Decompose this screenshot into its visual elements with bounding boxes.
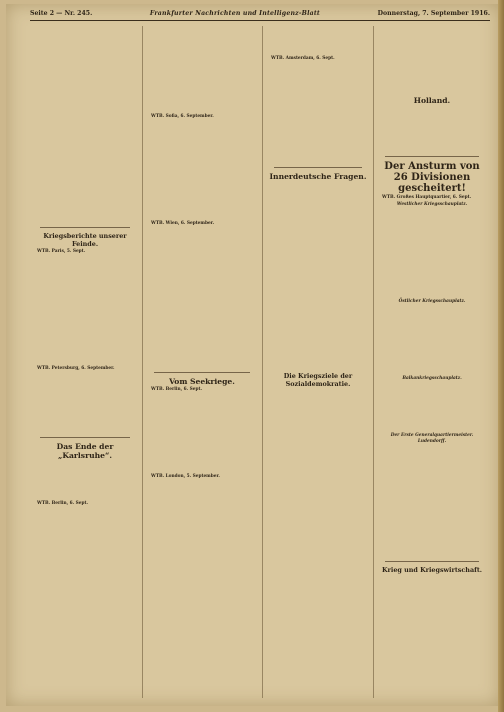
dateline: WTB. Großes Hauptquartier, 6. Sept. [382, 195, 472, 200]
column-2 [146, 26, 258, 700]
separator [40, 437, 130, 438]
article-body-illegible [377, 306, 487, 376]
article-body-illegible [266, 182, 370, 372]
article-body-illegible [146, 121, 258, 221]
section-subheading: Östlicher Kriegsschauplatz. [398, 299, 466, 305]
separator [274, 167, 362, 168]
section-subheading: Balkankriegsschauplatz. [402, 376, 462, 382]
section-subheading: Westlicher Kriegsschauplatz. [396, 202, 468, 208]
article-body-illegible [377, 575, 487, 665]
column-rule [262, 26, 263, 698]
article-body-illegible [377, 209, 487, 299]
main-headline: Der Ansturm von 26 Divisionen gescheitert! [384, 161, 480, 194]
header-date: Donnerstag, 7. September 1916. [377, 9, 490, 17]
article-body-illegible [377, 383, 487, 433]
article-body-illegible [32, 256, 138, 366]
article-body-illegible [266, 389, 370, 669]
dateline: WTB. Berlin, 6. Sept. [37, 501, 88, 507]
separator [154, 372, 250, 373]
article-body-illegible [377, 26, 487, 96]
article-body-illegible [146, 26, 258, 114]
dateline: WTB. Paris, 5. Sept. [37, 249, 86, 255]
article-heading: Vom Seekriege. [169, 377, 235, 387]
article-body-illegible [146, 481, 258, 641]
article-body-illegible [32, 33, 138, 223]
dateline: WTB. Amsterdam, 6. Sept. [271, 56, 335, 61]
section-subheading: Der Erste Generalquartiermeister. Ludendorff. [390, 433, 474, 445]
article-heading: Das Ende der „Karlsruhe“. [56, 442, 114, 461]
header-page-number: Seite 2 — Nr. 245. [30, 9, 93, 17]
header-masthead: Frankfurter Nachrichten und Intelligenz-Blatt [149, 9, 320, 17]
column-1 [32, 26, 138, 700]
article-heading: Kriegsberichte unserer Feinde. [43, 232, 127, 249]
column-rule [373, 26, 374, 698]
dateline: WTB. Sofia, 6. September. [151, 114, 214, 119]
dateline: WTB. Petersburg, 6. September. [37, 366, 115, 372]
article-body-illegible [377, 106, 487, 152]
article-body-illegible [146, 394, 258, 474]
column-3 [266, 26, 370, 700]
column-rule [142, 26, 143, 698]
dateline: WTB. Wien, 6. September. [151, 221, 215, 227]
dateline: WTB. Berlin, 6. Sept. [151, 387, 202, 393]
article-body-illegible [266, 26, 370, 56]
separator [40, 227, 130, 228]
article-body-illegible [32, 508, 138, 700]
article-heading: Holland. [413, 96, 451, 105]
page-edge [498, 0, 504, 712]
dateline: WTB. London, 5. September. [151, 474, 220, 480]
article-body-illegible [266, 63, 370, 163]
article-heading: Die Kriegsziele der Sozialdemokratie. [283, 372, 353, 389]
separator [385, 156, 479, 157]
separator [385, 561, 479, 562]
article-body-illegible [146, 228, 258, 368]
article-heading: Innerdeutsche Fragen. [269, 172, 367, 182]
article-body-illegible [377, 447, 487, 557]
article-body-illegible [32, 461, 138, 501]
body-text [32, 26, 138, 32]
article-body-illegible [32, 373, 138, 433]
column-4 [377, 26, 487, 700]
page-header [30, 6, 490, 21]
article-heading: Krieg und Kriegswirtschaft. [381, 565, 483, 574]
